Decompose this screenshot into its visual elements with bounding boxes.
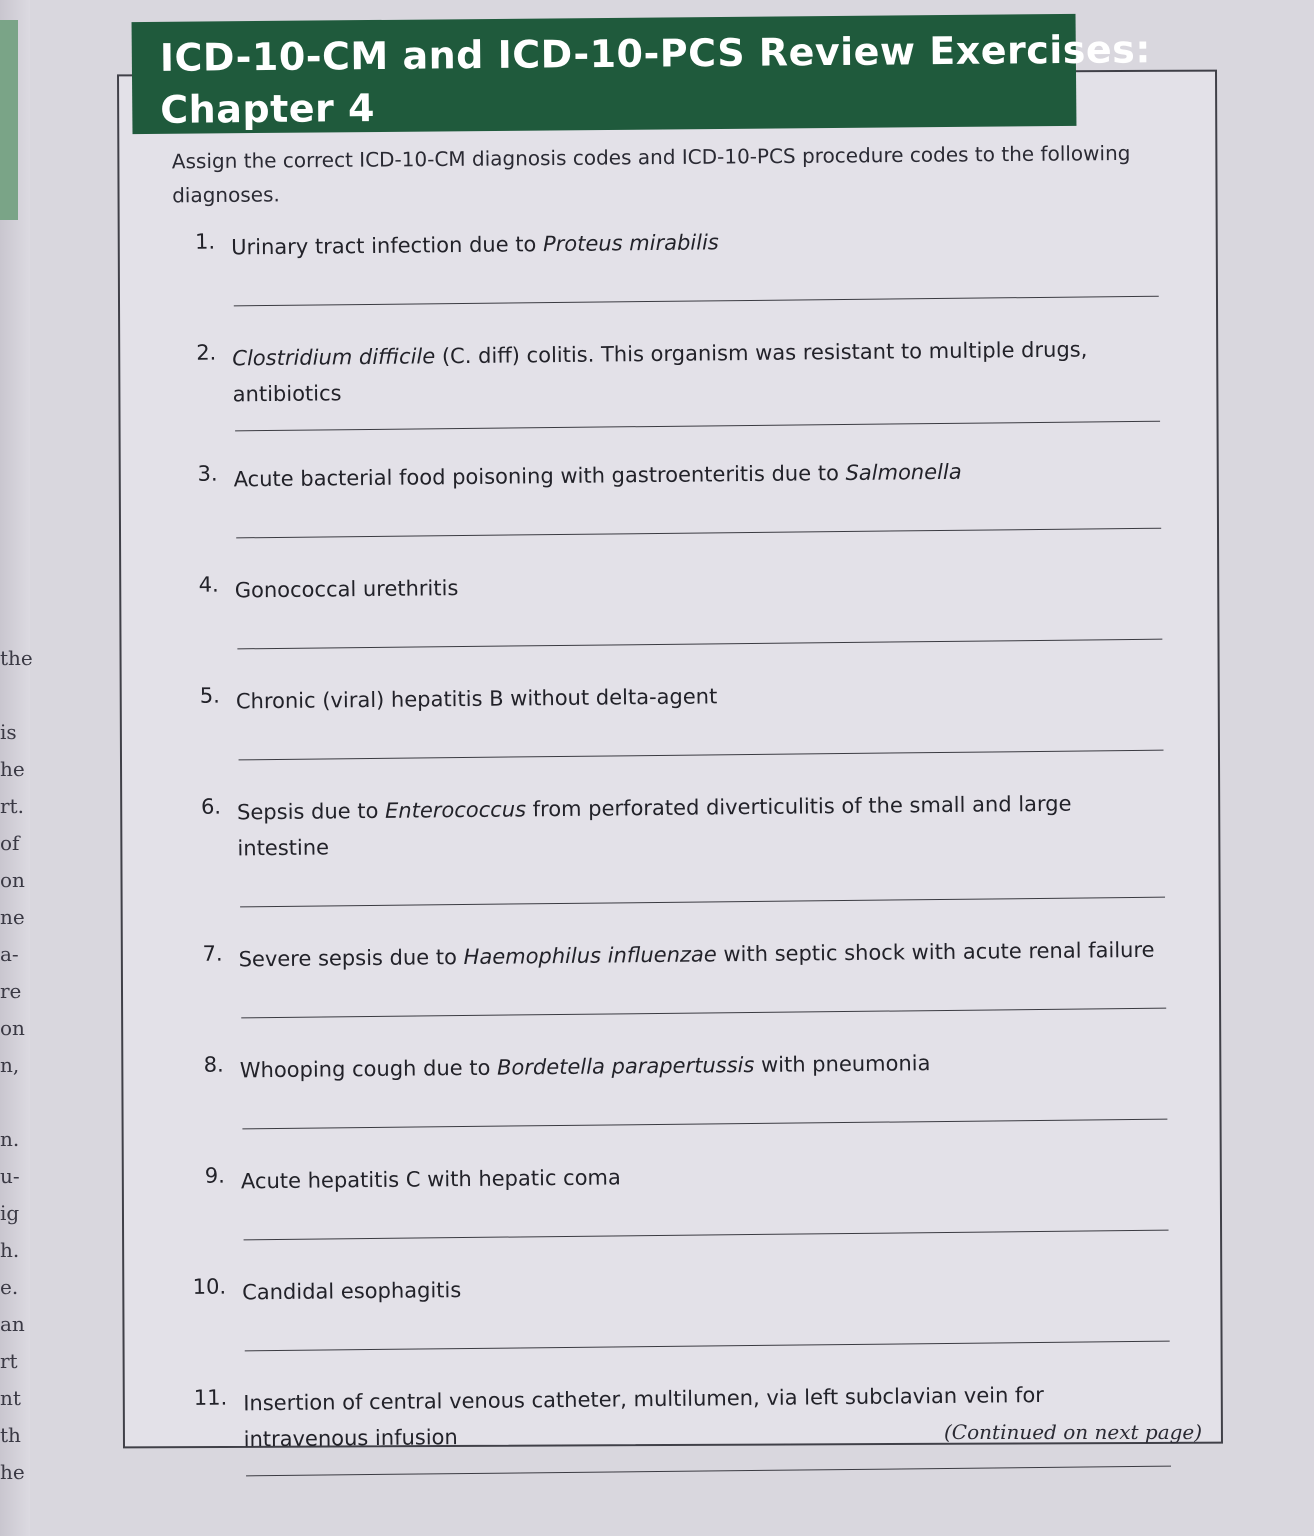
exercise-list	[175, 220, 1188, 1477]
margin-fragment	[0, 1084, 28, 1121]
answer-line[interactable]	[241, 1008, 1166, 1019]
answer-line[interactable]	[234, 296, 1159, 307]
exercise-text-part: Sepsis due to	[236, 798, 386, 825]
exercise-item	[180, 674, 1181, 761]
margin-fragment: n,	[0, 1053, 20, 1077]
left-margin-text-fragments	[0, 640, 33, 1491]
answer-line[interactable]	[245, 1341, 1170, 1352]
instructions-text: Assign the correct ICD-10-CM diagnosis codes and ICD-10-PCS procedure codes to the following diagnoses.	[171, 140, 1131, 208]
exercise-number: 7.	[202, 941, 223, 966]
margin-fragment: he	[0, 1460, 25, 1484]
exercise-number: 2.	[196, 340, 217, 365]
margin-fragment: nt	[0, 1386, 21, 1410]
exercise-text	[235, 563, 1165, 609]
exercise-text-part: Acute hepatitis C with hepatic coma	[240, 1165, 621, 1194]
exercise-text	[237, 785, 1168, 867]
exercise-item	[181, 784, 1182, 907]
exercise-text	[241, 1154, 1171, 1200]
exercise-item	[175, 220, 1176, 307]
answer-line[interactable]	[239, 750, 1164, 761]
answer-line[interactable]	[236, 528, 1161, 539]
answer-line[interactable]	[235, 421, 1160, 432]
exercise-item	[184, 1042, 1185, 1129]
answer-line[interactable]	[246, 1466, 1171, 1477]
margin-fragment: th	[0, 1423, 21, 1447]
exercise-number: 3.	[197, 461, 218, 486]
exercise-text-part: Gonococcal urethritis	[234, 576, 459, 603]
answer-line[interactable]	[240, 897, 1165, 908]
margin-fragment: n.	[0, 1127, 20, 1151]
margin-fragment: on	[0, 1016, 25, 1040]
margin-fragment: ne	[0, 905, 25, 929]
margin-fragment: rt.	[0, 794, 24, 818]
organism-name: Proteus mirabilis	[542, 230, 719, 257]
organism-name: Salmonella	[845, 459, 962, 485]
margin-fragment: ig	[0, 1201, 20, 1225]
exercise-number: 8.	[203, 1052, 224, 1077]
exercise-text	[233, 452, 1163, 498]
organism-name: Bordetella parapertussis	[496, 1052, 755, 1080]
margin-fragment: the	[0, 646, 33, 670]
exercise-text	[232, 331, 1163, 413]
exercise-number: 11.	[193, 1385, 228, 1410]
margin-fragment: a-	[0, 942, 19, 966]
exercise-text	[243, 1376, 1174, 1458]
exercise-item	[182, 931, 1183, 1018]
exercise-text-part: with septic shock with acute renal failure	[716, 937, 1155, 967]
exercise-text-part: with pneumonia	[754, 1051, 931, 1077]
continued-note: (Continued on next page)	[944, 1420, 1203, 1444]
margin-fragment: on	[0, 868, 25, 892]
margin-fragment: u-	[0, 1164, 20, 1188]
chapter-header	[132, 14, 1152, 134]
exercise-text	[238, 932, 1168, 978]
exercise-text	[236, 674, 1166, 720]
exercise-item	[176, 331, 1177, 432]
header-title-line1: ICD-10-CM and ICD-10-PCS Review Exercises:	[159, 27, 1152, 80]
exercise-text-part: Urinary tract infection due to	[231, 232, 544, 260]
exercise-item	[186, 1264, 1187, 1351]
exercise-number: 10.	[192, 1274, 227, 1299]
margin-fragment: re	[0, 979, 22, 1003]
margin-fragment: is	[0, 720, 17, 744]
exercise-text-part: Severe sepsis due to	[238, 945, 464, 972]
exercise-item	[179, 563, 1180, 650]
header-title-line2: Chapter 4	[160, 86, 376, 132]
exercise-number: 1.	[194, 229, 216, 254]
organism-name: Clostridium difficile	[232, 344, 436, 371]
exercise-text-part: Whooping cough due to	[239, 1055, 498, 1083]
exercise-number: 4.	[198, 572, 219, 597]
margin-fragment: of	[0, 831, 20, 855]
exercise-number: 9.	[204, 1163, 226, 1188]
answer-line[interactable]	[242, 1119, 1167, 1130]
exercise-item	[185, 1153, 1186, 1240]
margin-fragment: rt	[0, 1349, 18, 1373]
margin-fragment: an	[0, 1312, 25, 1336]
margin-fragment	[0, 677, 28, 714]
exercise-text-part: Acute bacterial food poisoning with gastroenteritis due to	[233, 460, 846, 492]
margin-fragment: he	[0, 757, 25, 781]
margin-fragment: e.	[0, 1275, 19, 1299]
exercise-text-part: from perforated diverticulitis of the small and large intestine	[237, 791, 1072, 861]
exercise-text	[240, 1043, 1170, 1089]
exercise-text-part: Insertion of central venous catheter, multilumen, via left subclavian vein for intravenous infusion	[243, 1382, 1044, 1452]
previous-page-green-edge	[0, 20, 18, 220]
exercise-number: 5.	[199, 683, 221, 708]
answer-line[interactable]	[244, 1230, 1169, 1241]
organism-name: Enterococcus	[384, 797, 527, 823]
exercise-text	[242, 1265, 1172, 1311]
margin-fragment: h.	[0, 1238, 20, 1262]
exercise-text-part: Chronic (viral) hepatitis B without delta-agent	[235, 684, 718, 714]
exercise-item	[177, 452, 1178, 539]
exercise-number: 6.	[200, 794, 222, 819]
exercise-text-part: (C. diff) colitis. This organism was resistant to multiple drugs, antibiotics	[232, 337, 1088, 407]
organism-name: Haemophilus influenzae	[463, 942, 717, 970]
answer-line[interactable]	[237, 639, 1162, 650]
exercise-text-part: Candidal esophagitis	[242, 1278, 462, 1305]
